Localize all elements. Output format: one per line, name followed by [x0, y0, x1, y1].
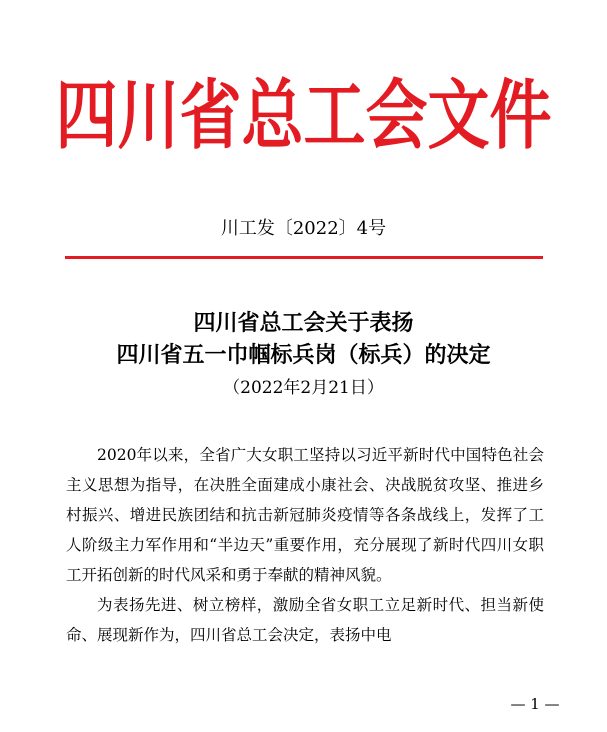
page-number: — 1 —: [510, 695, 560, 713]
red-divider-line: [65, 256, 543, 259]
masthead-title: 四川省总工会文件: [55, 70, 552, 160]
document-date: （2022年2月21日）: [223, 378, 384, 398]
document-number: 川工发〔2022〕4号: [220, 218, 387, 239]
document-title-line-2: 四川省五一巾帼标兵岗（标兵）的决定: [116, 342, 491, 368]
body-paragraph-1: 2020年以来，全省广大女职工坚持以习近平新时代中国特色社会主义思想为指导，在决胜全面建成小康社会、决战脱贫攻坚、推进乡村振兴、增进民族团结和抗击新冠肺炎疫情等各条战线上，发挥了工人阶级主力军作用和“半边天”重要作用，充分展现了新时代四川女职工开拓创新的时代风采和勇于奉献的精神风貌。: [66, 446, 544, 584]
document-body: [66, 440, 544, 650]
document-title-line-1: 四川省总工会关于表扬: [193, 310, 414, 336]
body-paragraph-2: 为表扬先进、树立榜样，激励全省女职工立足新时代、担当新使命、展现新作为，四川省总工会决定，表扬中电: [66, 596, 544, 644]
